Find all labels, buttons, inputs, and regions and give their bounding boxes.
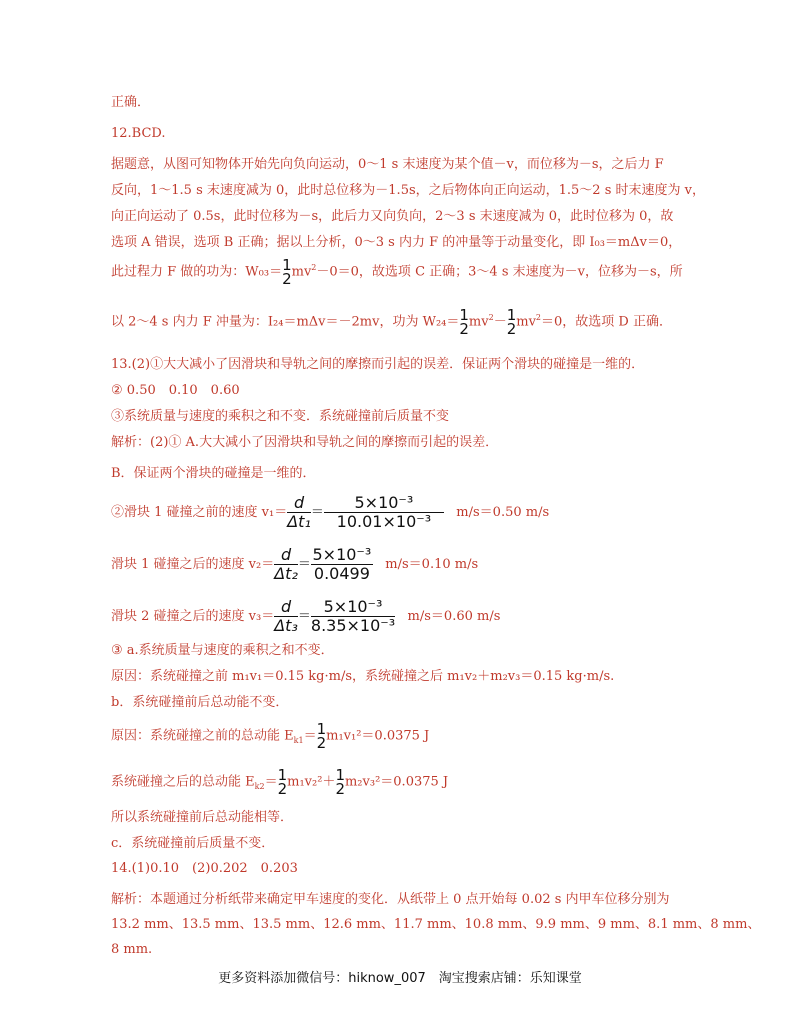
answer-14: 14.(1)0.10 (2)0.202 0.203 [111,861,298,876]
text-segment: m₂v₃²＝0.0375 J [344,774,449,790]
half-fraction: 1 2 [459,306,469,338]
velocity-v2-line: 滑块 1 碰撞之后的速度 v₂＝ $\frac{d}{\text{Δt₂}}$ ＝ $\frac{\text{5×10⁻³}}{0.0499}$ m/s＝0.10 m/s [111,545,479,583]
text-segment: mv [516,314,536,330]
text-line: 所以系统碰撞前后总动能相等． [111,810,294,825]
text-line: ③系统质量与速度的乘积之和不变．系统碰撞前后质量不变 [111,409,450,424]
text-line: 8 mm. [111,942,153,957]
energy-after-line: 系统碰撞之后的总动能 $E_{k2}=$ 1 2 m₁v₂²＋ 1 2 m₂v₃²＝0.0375 J [111,766,449,798]
text-segment: 以 2～4 s 内力 F 冲量为：I₂₄＝mΔv＝－2mv，功为 W₂₄＝ [111,314,460,330]
text-line: ③ a.系统质量与速度的乘积之和不变． [111,643,334,658]
text-line: 正确． [111,95,151,110]
text-line: 13.2 mm、13.5 mm、13.5 mm、12.6 mm、11.7 mm、10.8 mm、9.9 mm、9 mm、8.1 mm、8 mm、 [111,917,761,932]
text-segment: m/s＝0.10 m/s [385,557,479,572]
half-fraction: 1 2 [316,720,327,752]
text-segment: m₁v₂²＋ [287,774,336,790]
text-line: c．系统碰撞前后质量不变． [111,836,275,851]
value-fraction: $\frac{\text{5×10⁻³}}{\text{8.35×10⁻³}}$ [310,597,396,635]
page-footer: 更多资料添加微信号：hiknow_007 淘宝搜索店铺：乐知课堂 [218,971,582,986]
text-line: ② 0.50 0.10 0.60 [111,383,240,398]
velocity-v3-line: 滑块 2 碰撞之后的速度 v₃＝ $\frac{d}{\text{Δt₃}}$ ＝ $\frac{\text{5×10⁻³}}{\text{8.35×10⁻³}}$ m/s＝0.60 m/s [111,597,501,635]
impulse-formula-line: 以 2～4 s 内力 F 冲量为：I₂₄＝mΔv＝－2mv，功为 W₂₄＝ 1 2 $mv^2-$ 1 2 $mv^2=0$，故选项 D 正确． [111,306,672,338]
value-fraction: $\frac{\text{5×10⁻³}}{\text{10.01×10⁻³}}$ [324,494,444,531]
text-segment: － [493,314,507,330]
half-fraction: 1 2 [277,766,288,798]
value-fraction: $\frac{\text{5×10⁻³}}{0.0499}$ [312,545,372,583]
d-over-dt-fraction: $\frac{d}{\text{Δt₁}}$ [287,493,311,531]
text-line: 解析：本题通过分析纸带来确定甲车速度的变化．从纸带上 0 点开始每 0.02 s 内甲车位移分别为 [111,892,670,907]
energy-before-line: 原因：系统碰撞之前的总动能 $E_{k1}=$ 1 2 m₁v₁²＝0.0375 J [111,720,430,752]
text-segment: 滑块 1 碰撞之后的速度 v₂＝ [111,557,275,572]
text-segment: 此过程力 F 做的功为：W₀₃＝ [111,264,283,280]
text-line: b．系统碰撞前后总动能不变． [111,695,289,710]
half-fraction: 1 2 [282,256,292,288]
text-line: 解析：(2)① A.大大减小了因滑块和导轨之间的摩擦而引起的误差． [111,435,499,450]
answer-13: 13.(2)①大大减小了因滑块和导轨之间的摩擦而引起的误差．保证两个滑块的碰撞是一维的． [111,357,645,372]
text-line: 原因：系统碰撞之前 m₁v₁＝0.15 kg·m/s，系统碰撞之后 m₁v₂＋m₂v₃＝0.15 kg·m/s. [111,669,615,684]
text-segment: mv [291,264,312,280]
text-segment: 原因：系统碰撞之前的总动能 E [111,728,294,744]
text-line: B．保证两个滑块的碰撞是一维的． [111,466,316,481]
half-fraction: 1 2 [335,766,345,798]
d-over-dt-fraction: $\frac{d}{\text{Δt₃}}$ [274,597,298,635]
work-formula-line: 此过程力 F 做的功为：W₀₃＝ 1 2 $mv^2-0=0$，故选项 C 正确；3～4 s 末速度为－v，位移为－s，所 [111,256,683,288]
answer-12: 12.BCD. [111,126,166,141]
text-segment: ＝ [264,774,278,790]
text-segment: ＝0，故选项 D 正确． [541,314,672,330]
text-segment: 滑块 2 碰撞之后的速度 v₃＝ [111,609,275,624]
text-segment: mv [468,314,489,330]
text-segment: m/s＝0.50 m/s [456,505,550,520]
text-segment: －0＝0，故选项 C 正确；3～4 s 末速度为－v，位移为－s，所 [316,264,683,280]
text-segment: m₁v₁²＝0.0375 J [326,728,430,744]
text-segment: m/s＝0.60 m/s [407,609,501,624]
text-segment: ＝ [303,728,317,744]
half-fraction: 1 2 [506,306,517,338]
text-line: 据题意，从图可知物体开始先向负向运动，0～1 s 末速度为某个值－v，而位移为－s，之后力 F [111,157,664,172]
text-segment: 系统碰撞之后的总动能 E [111,774,255,790]
text-segment: ②滑块 1 碰撞之前的速度 v₁＝ [111,505,288,520]
velocity-v1-line: ②滑块 1 碰撞之前的速度 v₁＝ $\frac{d}{\text{Δt₁}}$ ＝ $\frac{\text{5×10⁻³}}{\text{10.01×10⁻³}}$ m/s＝0.50 m/s [111,493,550,531]
text-line: 选项 A 错误，选项 B 正确；据以上分析，0～3 s 内力 F 的冲量等于动量变化，即 I₀₃＝mΔv＝0， [111,235,682,250]
d-over-dt-fraction: $\frac{d}{\text{Δt₂}}$ [274,545,298,583]
text-line: 向正向运动了 0.5s，此时位移为－s，此后力又向负向，2～3 s 末速度减为 0，此时位移为 0，故 [111,209,674,224]
text-line: 反向，1～1.5 s 末速度减为 0，此时总位移为－1.5s，之后物体向正向运动，1.5～2 s 时末速度为 v， [111,183,705,198]
